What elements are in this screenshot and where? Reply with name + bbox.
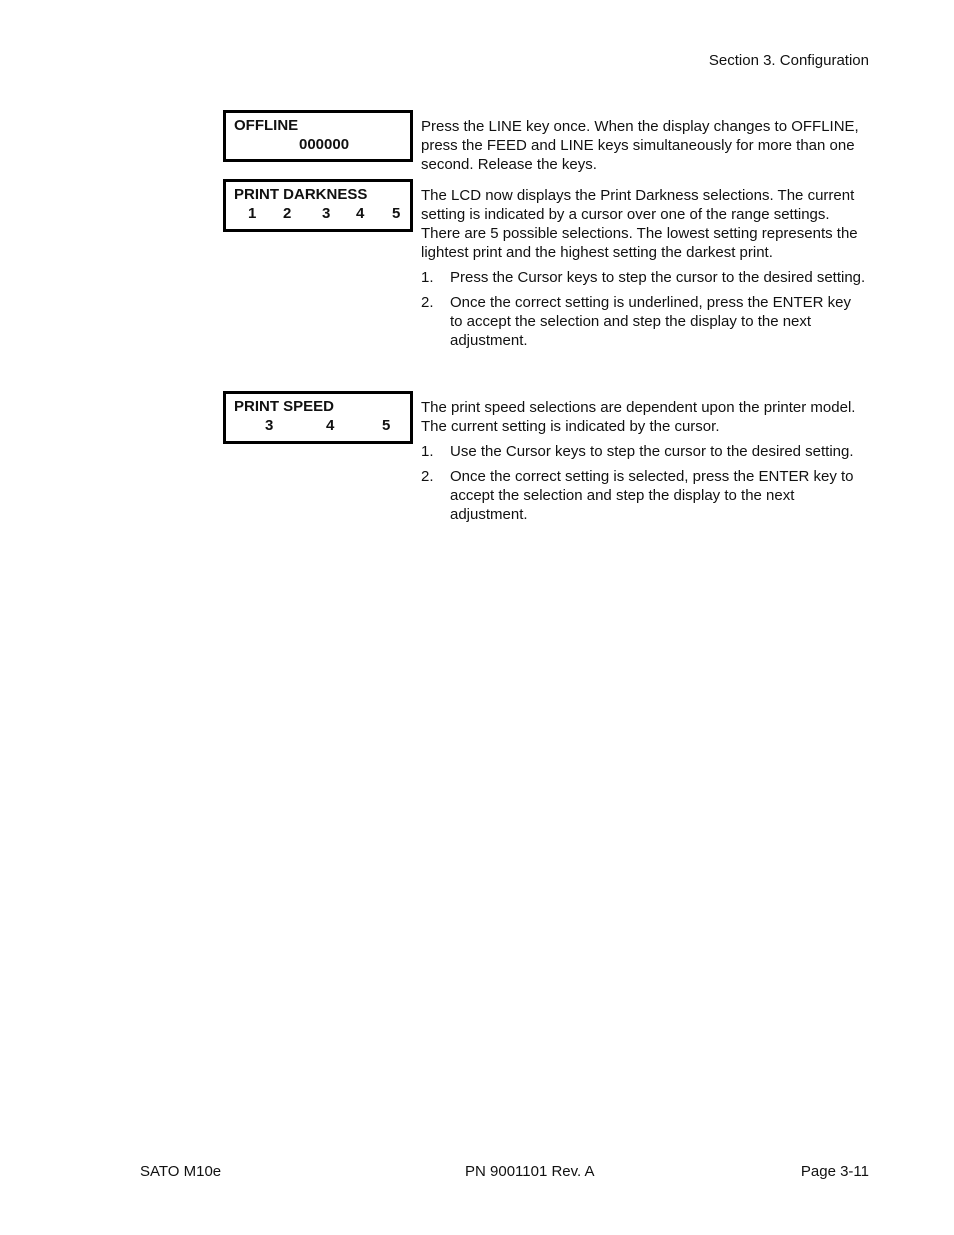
lcd-display-print-darkness	[223, 179, 413, 232]
step-number: 1.	[421, 443, 434, 460]
footer-part-number: PN 9001101 Rev. A	[465, 1163, 595, 1180]
step-text: Use the Cursor keys to step the cursor to the desired setting.	[450, 443, 854, 460]
lcd-option-4: 4	[356, 205, 365, 222]
step-number: 2.	[421, 468, 434, 485]
step-text: Once the correct setting is underlined, press the ENTER key to accept the selection and step the display to the next adjustment.	[450, 294, 852, 349]
print-darkness-description	[421, 186, 866, 356]
print-speed-text: The print speed selections are dependent upon the printer model. The current setting is indicated by the cursor.	[421, 399, 856, 435]
print-speed-description	[421, 398, 866, 530]
step-text: Once the correct setting is selected, press the ENTER key to accept the selection and step the display to the next adjustment.	[450, 468, 854, 523]
footer-model: SATO M10e	[140, 1163, 222, 1180]
step-number: 1.	[421, 269, 434, 286]
print-speed-steps	[421, 442, 866, 524]
lcd-display-print-speed	[223, 391, 413, 444]
step-text: Press the Cursor keys to step the cursor to the desired setting.	[450, 269, 866, 286]
lcd-option-4: 4	[326, 417, 335, 434]
step-item	[421, 442, 866, 461]
lcd-option-5: 5	[382, 417, 391, 434]
lcd-option-3: 3	[265, 417, 274, 434]
lcd-option-1: 1	[248, 205, 257, 222]
lcd-display-offline	[223, 110, 413, 162]
lcd-line1: PRINT SPEED	[234, 398, 335, 415]
lcd-line1: PRINT DARKNESS	[234, 186, 368, 203]
section-header: Section 3. Configuration	[708, 52, 869, 69]
footer-page-number: Page 3-11	[800, 1163, 869, 1180]
lcd-line1: OFFLINE	[234, 117, 299, 134]
offline-description	[421, 117, 866, 174]
step-number: 2.	[421, 294, 434, 311]
lcd-option-5: 5	[392, 205, 401, 222]
lcd-option-3: 3	[322, 205, 331, 222]
print-darkness-steps	[421, 268, 866, 350]
offline-text: Press the LINE key once. When the display changes to OFFLINE, press the FEED and LINE keys simultaneously for more than one second. Release the keys.	[421, 118, 859, 173]
step-item	[421, 293, 866, 350]
step-item	[421, 268, 866, 287]
print-darkness-text: The LCD now displays the Print Darkness selections. The current setting is indicated by a cursor over one of the range settings. There are 5 possible selections. The lowest setting represents the lightest print and the highest setting the darkest print.	[421, 187, 858, 261]
lcd-option-2: 2	[283, 205, 292, 222]
step-item	[421, 467, 866, 524]
lcd-value: 000000	[299, 136, 350, 153]
